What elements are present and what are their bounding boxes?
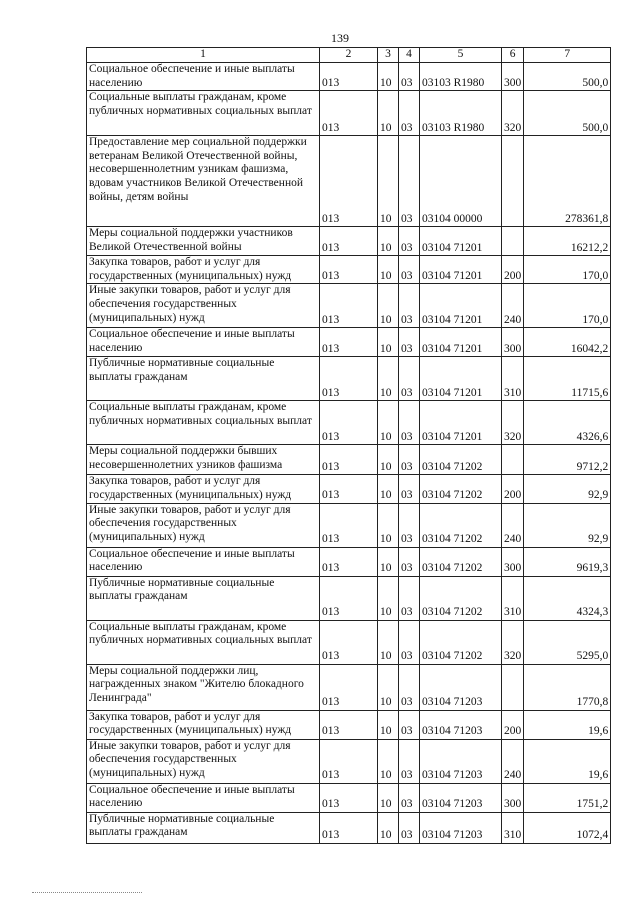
header-cell: 2: [320, 48, 378, 63]
table-row: [87, 328, 611, 357]
amount-cell: 16042,2: [524, 328, 611, 357]
item-name-cell: Социальные выплаты гражданам, кроме публичных нормативных социальных выплат: [87, 620, 320, 664]
header-cell: 6: [502, 48, 524, 63]
section-code-cell: 10: [378, 547, 399, 576]
expense-type-cell: [502, 227, 524, 256]
expense-type-cell: 240: [502, 739, 524, 783]
subsection-code-cell: 03: [399, 710, 420, 739]
item-name-cell: Иные закупки товаров, работ и услуг для обеспечения государственных (муниципальных) нужд: [87, 503, 320, 547]
table-row: [87, 620, 611, 664]
table-row: [87, 475, 611, 503]
subsection-code-cell: 03: [399, 328, 420, 357]
item-name-cell: Публичные нормативные социальные выплаты гражданам: [87, 576, 320, 620]
grbs-code-cell: 013: [320, 227, 378, 256]
item-name-cell: Социальные выплаты гражданам, кроме публичных нормативных социальных выплат: [87, 91, 320, 136]
target-article-cell: 03104 71203: [420, 710, 502, 739]
section-code-cell: 10: [378, 783, 399, 812]
grbs-code-cell: 013: [320, 576, 378, 620]
section-code-cell: 10: [378, 136, 399, 227]
subsection-code-cell: 03: [399, 783, 420, 812]
expense-type-cell: [502, 664, 524, 710]
target-article-cell: 03104 71202: [420, 445, 502, 475]
target-article-cell: 03104 71201: [420, 328, 502, 357]
grbs-code-cell: 013: [320, 783, 378, 812]
grbs-code-cell: 013: [320, 664, 378, 710]
item-name-cell: Закупка товаров, работ и услуг для государственных (муниципальных) нужд: [87, 256, 320, 284]
section-code-cell: 10: [378, 739, 399, 783]
item-name-cell: Меры социальной поддержки участников Великой Отечественной войны: [87, 227, 320, 256]
subsection-code-cell: 03: [399, 503, 420, 547]
table-row: [87, 739, 611, 783]
subsection-code-cell: 03: [399, 91, 420, 136]
subsection-code-cell: 03: [399, 136, 420, 227]
amount-cell: 4326,6: [524, 401, 611, 445]
item-name-cell: Предоставление мер социальной поддержки ветеранам Великой Отечественной войны, несовершеннолетним узникам фашизма, вдовам участников Великой Отечественной войны, детям войны: [87, 136, 320, 227]
expense-type-cell: 240: [502, 284, 524, 328]
table-row: [87, 357, 611, 401]
section-code-cell: 10: [378, 812, 399, 843]
table-row: [87, 227, 611, 256]
amount-cell: 5295,0: [524, 620, 611, 664]
section-code-cell: 10: [378, 227, 399, 256]
table-row: [87, 812, 611, 843]
amount-cell: 500,0: [524, 63, 611, 91]
header-cell: 4: [399, 48, 420, 63]
grbs-code-cell: 013: [320, 620, 378, 664]
expense-type-cell: 320: [502, 91, 524, 136]
target-article-cell: 03104 71202: [420, 620, 502, 664]
item-name-cell: Иные закупки товаров, работ и услуг для обеспечения государственных (муниципальных) нужд: [87, 284, 320, 328]
section-code-cell: 10: [378, 63, 399, 91]
subsection-code-cell: 03: [399, 576, 420, 620]
table-row: [87, 547, 611, 576]
grbs-code-cell: 013: [320, 91, 378, 136]
expense-type-cell: 310: [502, 357, 524, 401]
target-article-cell: 03104 71203: [420, 664, 502, 710]
budget-table: [86, 47, 611, 844]
subsection-code-cell: 03: [399, 401, 420, 445]
subsection-code-cell: 03: [399, 664, 420, 710]
expense-type-cell: 320: [502, 401, 524, 445]
expense-type-cell: 300: [502, 783, 524, 812]
expense-type-cell: 300: [502, 547, 524, 576]
grbs-code-cell: 013: [320, 547, 378, 576]
amount-cell: 278361,8: [524, 136, 611, 227]
item-name-cell: Закупка товаров, работ и услуг для государственных (муниципальных) нужд: [87, 475, 320, 503]
expense-type-cell: 200: [502, 710, 524, 739]
item-name-cell: Закупка товаров, работ и услуг для государственных (муниципальных) нужд: [87, 710, 320, 739]
target-article-cell: 03103 R1980: [420, 63, 502, 91]
expense-type-cell: 200: [502, 256, 524, 284]
expense-type-cell: [502, 136, 524, 227]
section-code-cell: 10: [378, 576, 399, 620]
table-row: [87, 445, 611, 475]
section-code-cell: 10: [378, 401, 399, 445]
table-row: [87, 63, 611, 91]
item-name-cell: Меры социальной поддержки бывших несовершеннолетних узников фашизма: [87, 445, 320, 475]
section-code-cell: 10: [378, 256, 399, 284]
section-code-cell: 10: [378, 664, 399, 710]
section-code-cell: 10: [378, 445, 399, 475]
subsection-code-cell: 03: [399, 739, 420, 783]
page-number: 139: [331, 31, 349, 45]
table-row: [87, 256, 611, 284]
expense-type-cell: 300: [502, 328, 524, 357]
header-cell: 5: [420, 48, 502, 63]
amount-cell: 1751,2: [524, 783, 611, 812]
subsection-code-cell: 03: [399, 284, 420, 328]
amount-cell: 170,0: [524, 256, 611, 284]
grbs-code-cell: 013: [320, 63, 378, 91]
table-row: [87, 664, 611, 710]
table-row: [87, 503, 611, 547]
subsection-code-cell: 03: [399, 475, 420, 503]
expense-type-cell: 300: [502, 63, 524, 91]
amount-cell: 4324,3: [524, 576, 611, 620]
subsection-code-cell: 03: [399, 547, 420, 576]
table-row: [87, 783, 611, 812]
subsection-code-cell: 03: [399, 445, 420, 475]
scan-artifact-line: [32, 892, 142, 893]
amount-cell: 19,6: [524, 739, 611, 783]
item-name-cell: Меры социальной поддержки лиц, награжденных знаком "Жителю блокадного Ленинграда": [87, 664, 320, 710]
subsection-code-cell: 03: [399, 63, 420, 91]
item-name-cell: Социальные выплаты гражданам, кроме публичных нормативных социальных выплат: [87, 401, 320, 445]
amount-cell: 92,9: [524, 475, 611, 503]
subsection-code-cell: 03: [399, 256, 420, 284]
section-code-cell: 10: [378, 503, 399, 547]
table-row: [87, 401, 611, 445]
section-code-cell: 10: [378, 328, 399, 357]
section-code-cell: 10: [378, 357, 399, 401]
amount-cell: 1770,8: [524, 664, 611, 710]
item-name-cell: Социальное обеспечение и иные выплаты населению: [87, 783, 320, 812]
grbs-code-cell: 013: [320, 357, 378, 401]
target-article-cell: 03104 71202: [420, 576, 502, 620]
target-article-cell: 03104 71203: [420, 783, 502, 812]
subsection-code-cell: 03: [399, 620, 420, 664]
table-row: [87, 91, 611, 136]
section-code-cell: 10: [378, 91, 399, 136]
amount-cell: 170,0: [524, 284, 611, 328]
expense-type-cell: 240: [502, 503, 524, 547]
header-cell: 7: [524, 48, 611, 63]
target-article-cell: 03104 71203: [420, 812, 502, 843]
amount-cell: 1072,4: [524, 812, 611, 843]
grbs-code-cell: 013: [320, 284, 378, 328]
section-code-cell: 10: [378, 710, 399, 739]
section-code-cell: 10: [378, 620, 399, 664]
target-article-cell: 03104 71203: [420, 739, 502, 783]
grbs-code-cell: 013: [320, 812, 378, 843]
subsection-code-cell: 03: [399, 812, 420, 843]
grbs-code-cell: 013: [320, 136, 378, 227]
grbs-code-cell: 013: [320, 739, 378, 783]
item-name-cell: Публичные нормативные социальные выплаты гражданам: [87, 812, 320, 843]
expense-type-cell: 200: [502, 475, 524, 503]
grbs-code-cell: 013: [320, 445, 378, 475]
expense-type-cell: 310: [502, 812, 524, 843]
table-row: [87, 284, 611, 328]
section-code-cell: 10: [378, 284, 399, 328]
item-name-cell: Социальное обеспечение и иные выплаты населению: [87, 63, 320, 91]
grbs-code-cell: 013: [320, 328, 378, 357]
amount-cell: 11715,6: [524, 357, 611, 401]
expense-type-cell: 310: [502, 576, 524, 620]
amount-cell: 16212,2: [524, 227, 611, 256]
header-cell: 3: [378, 48, 399, 63]
subsection-code-cell: 03: [399, 227, 420, 256]
table-header-row: [87, 48, 611, 63]
section-code-cell: 10: [378, 475, 399, 503]
target-article-cell: 03104 00000: [420, 136, 502, 227]
target-article-cell: 03104 71202: [420, 503, 502, 547]
item-name-cell: Социальное обеспечение и иные выплаты населению: [87, 328, 320, 357]
target-article-cell: 03104 71201: [420, 357, 502, 401]
item-name-cell: Социальное обеспечение и иные выплаты населению: [87, 547, 320, 576]
amount-cell: 9712,2: [524, 445, 611, 475]
grbs-code-cell: 013: [320, 503, 378, 547]
expense-type-cell: [502, 445, 524, 475]
table-row: [87, 710, 611, 739]
table-row: [87, 136, 611, 227]
table-row: [87, 576, 611, 620]
item-name-cell: Иные закупки товаров, работ и услуг для обеспечения государственных (муниципальных) нужд: [87, 739, 320, 783]
target-article-cell: 03104 71201: [420, 227, 502, 256]
target-article-cell: 03103 R1980: [420, 91, 502, 136]
amount-cell: 19,6: [524, 710, 611, 739]
target-article-cell: 03104 71202: [420, 547, 502, 576]
target-article-cell: 03104 71201: [420, 401, 502, 445]
expense-type-cell: 320: [502, 620, 524, 664]
grbs-code-cell: 013: [320, 401, 378, 445]
grbs-code-cell: 013: [320, 256, 378, 284]
target-article-cell: 03104 71201: [420, 284, 502, 328]
grbs-code-cell: 013: [320, 475, 378, 503]
header-cell: 1: [87, 48, 320, 63]
target-article-cell: 03104 71202: [420, 475, 502, 503]
item-name-cell: Публичные нормативные социальные выплаты гражданам: [87, 357, 320, 401]
amount-cell: 92,9: [524, 503, 611, 547]
target-article-cell: 03104 71201: [420, 256, 502, 284]
amount-cell: 9619,3: [524, 547, 611, 576]
amount-cell: 500,0: [524, 91, 611, 136]
subsection-code-cell: 03: [399, 357, 420, 401]
grbs-code-cell: 013: [320, 710, 378, 739]
